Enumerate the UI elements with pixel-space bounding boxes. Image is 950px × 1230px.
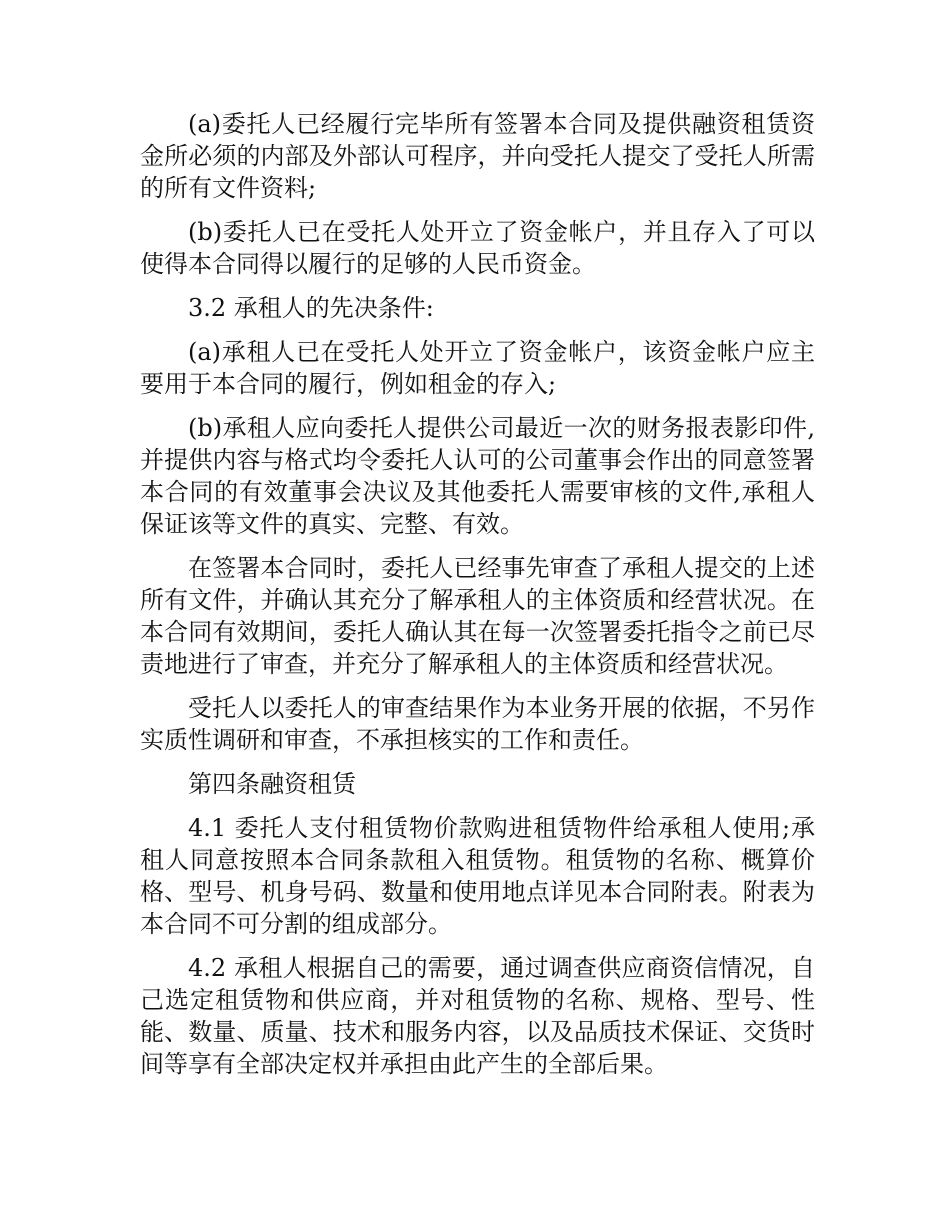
paragraph-3-2-b: (b)承租人应向委托人提供公司最近一次的财务报表影印件,并提供内容与格式均令委托人认可的公司董事会作出的同意签署本合同的有效董事会决议及其他委托人需要审核的文件,承租人保证该等文件的真实、完整、有效。: [140, 414, 815, 538]
article-heading-4: 第四条融资租赁: [188, 770, 356, 798]
section-heading-3-2: 3.2 承租人的先决条件:: [188, 294, 434, 322]
document-page: [140, 108, 815, 1092]
paragraph-3-2-a: (a)承租人已在受托人处开立了资金帐户，该资金帐户应主要用于本合同的履行，例如租金的存入;: [140, 338, 815, 398]
paragraph-3-1-a: (a)委托人已经履行完毕所有签署本合同及提供融资租赁资金所必须的内部及外部认可程序，并向受托人提交了受托人所需的所有文件资料;: [140, 110, 815, 202]
paragraph-3-1-b: (b)委托人已在受托人处开立了资金帐户，并且存入了可以使得本合同得以履行的足够的人民币资金。: [140, 218, 815, 278]
paragraph-4-1: 4.1 委托人支付租赁物价款购进租赁物件给承租人使用;承租人同意按照本合同条款租入租赁物。租赁物的名称、概算价格、型号、机身号码、数量和使用地点详见本合同附表。附表为本合同不可分割的组成部分。: [140, 814, 815, 938]
paragraph-review: 在签署本合同时，委托人已经事先审查了承租人提交的上述所有文件，并确认其充分了解承租人的主体资质和经营状况。在本合同有效期间，委托人确认其在每一次签署委托指令之前已尽责地进行了审查，并充分了解承租人的主体资质和经营状况。: [140, 554, 815, 678]
paragraph-trustee-basis: 受托人以委托人的审查结果作为本业务开展的依据，不另作实质性调研和审查，不承担核实的工作和责任。: [140, 694, 815, 754]
paragraph-4-2: 4.2 承租人根据自己的需要，通过调查供应商资信情况，自己选定租赁物和供应商，并对租赁物的名称、规格、型号、性能、数量、质量、技术和服务内容，以及品质技术保证、交货时间等享有全部决定权并承担由此产生的全部后果。: [140, 954, 815, 1078]
